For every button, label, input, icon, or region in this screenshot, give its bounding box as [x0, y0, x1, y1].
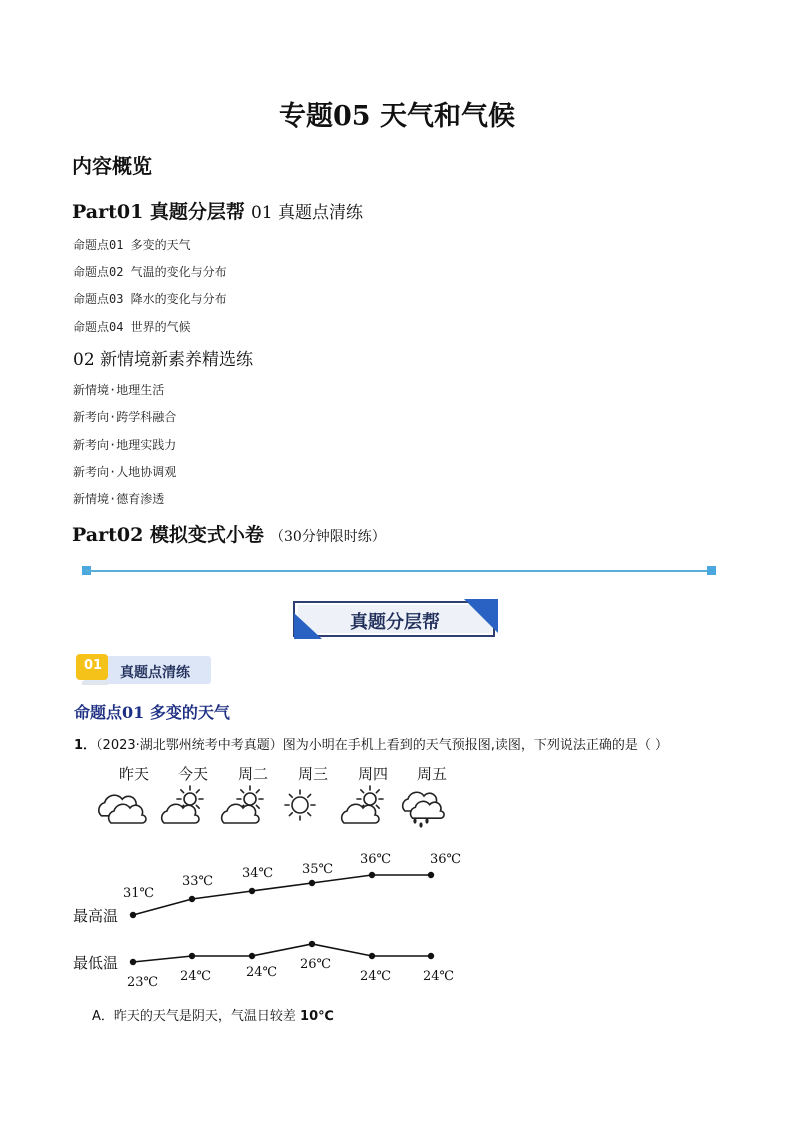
option-a-value: 10℃: [300, 1009, 334, 1024]
max-temp-label: 最高温: [73, 907, 119, 925]
sunny-icon: [285, 790, 315, 820]
badge-label: 真题点清练: [120, 665, 190, 681]
badge-number: 01: [83, 658, 103, 673]
max-temp-point: [130, 912, 136, 918]
page-title: 专题05 天气和气候: [279, 101, 515, 132]
max-temp-value-label: 36℃: [360, 852, 392, 867]
toc-item[interactable]: 命题点01 多变的天气: [73, 238, 191, 252]
part02-title: Part02 模拟变式小卷: [72, 524, 264, 546]
cloudy-icon: [99, 795, 146, 823]
min-temp-value-label: 24℃: [180, 969, 212, 984]
min-temp-line: [133, 944, 431, 962]
option-a[interactable]: [92, 1005, 334, 1024]
question-number: 1．: [74, 738, 97, 753]
section02-heading: 02 新情境新素养精选练: [73, 350, 254, 370]
day-label: 今天: [178, 765, 209, 783]
part01-title: Part01 真题分层帮: [72, 201, 245, 223]
max-temp-value-label: 35℃: [302, 862, 334, 877]
min-temp-point: [189, 953, 195, 959]
divider-end-right: [707, 566, 716, 575]
max-temp-point: [309, 880, 315, 886]
toc-item[interactable]: 新情境·德育渗透: [73, 492, 165, 506]
toc-item[interactable]: 新考向·地理实践力: [73, 438, 177, 452]
max-temp-value-label: 36℃: [430, 852, 462, 867]
toc-item[interactable]: 新考向·跨学科融合: [73, 410, 177, 424]
min-temp-point: [369, 953, 375, 959]
divider: [86, 570, 712, 572]
min-temp-value-label: 23℃: [127, 975, 159, 990]
part02-heading: [72, 520, 386, 547]
max-temp-value-label: 34℃: [242, 866, 274, 881]
min-temp-point: [249, 953, 255, 959]
part02-subtitle: （30分钟限时练）: [269, 529, 386, 545]
part01-heading: [72, 197, 363, 224]
partly-sunny-icon: [162, 786, 203, 823]
question-1: [74, 734, 668, 753]
min-temp-value-label: 24℃: [360, 969, 392, 984]
partly-sunny-icon: [222, 786, 263, 823]
overview-heading: 内容概览: [72, 154, 152, 178]
part01-subtitle: 01 真题点清练: [250, 203, 364, 223]
day-label: 昨天: [119, 765, 150, 783]
toc-item[interactable]: 命题点03 降水的变化与分布: [73, 292, 227, 306]
weather-forecast-chart: [60, 755, 480, 995]
question-text: 图为小明在手机上看到的天气预报图,读图，下列说法正确的是（ ）: [282, 738, 669, 753]
day-label: 周二: [238, 765, 269, 783]
toc-item[interactable]: 命题点04 世界的气候: [73, 320, 191, 334]
day-label: 周三: [298, 765, 329, 783]
partly-sunny-icon: [342, 786, 383, 823]
banner-label: 真题分层帮: [350, 612, 440, 633]
min-temp-value-label: 24℃: [246, 965, 278, 980]
max-temp-value-label: 31℃: [123, 886, 155, 901]
min-temp-label: 最低温: [73, 954, 119, 972]
toc-item[interactable]: 新情境·地理生活: [73, 383, 165, 397]
max-temp-line: [133, 875, 431, 915]
min-temp-point: [309, 941, 315, 947]
max-temp-point: [369, 872, 375, 878]
max-temp-point: [189, 896, 195, 902]
min-temp-value-label: 24℃: [423, 969, 455, 984]
option-a-text: A．昨天的天气是阴天，气温日较差: [92, 1009, 301, 1024]
min-temp-value-label: 26℃: [300, 957, 332, 972]
max-temp-point: [249, 888, 255, 894]
toc-item[interactable]: 命题点02 气温的变化与分布: [73, 265, 227, 279]
day-label: 周四: [358, 765, 389, 783]
day-label: 周五: [417, 765, 448, 783]
toc-item[interactable]: 新考向·人地协调观: [73, 465, 177, 479]
question-source: （2023·湖北鄂州统考中考真题）: [96, 738, 283, 753]
min-temp-point: [130, 959, 136, 965]
max-temp-point: [428, 872, 434, 878]
rain-icon: [403, 792, 444, 827]
point01-heading: 命题点01 多变的天气: [74, 703, 230, 722]
max-temp-value-label: 33℃: [182, 874, 214, 889]
min-temp-point: [428, 953, 434, 959]
